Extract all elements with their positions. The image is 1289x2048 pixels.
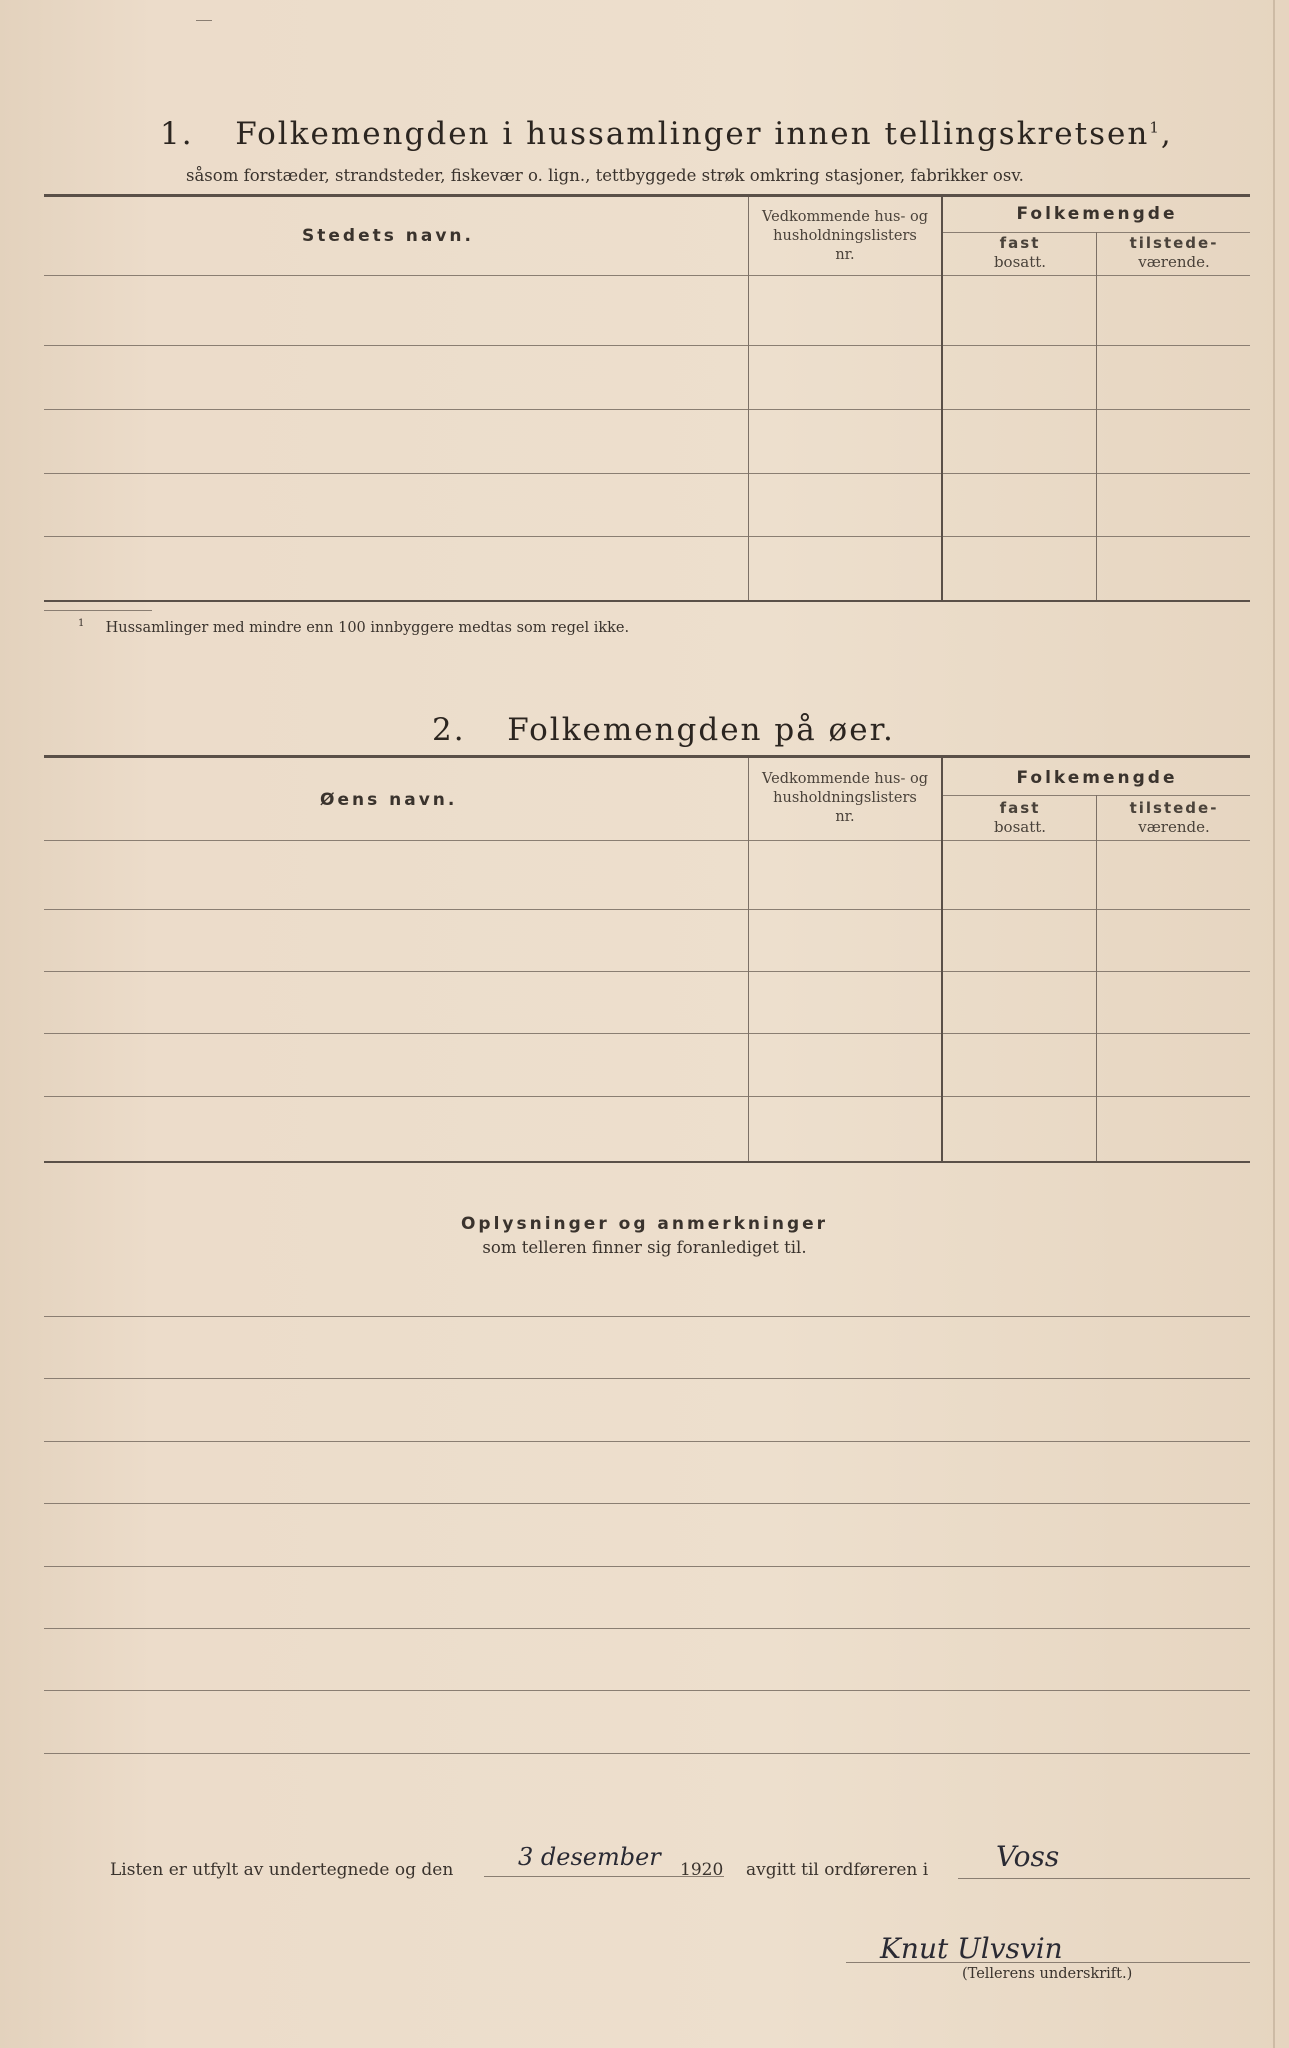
header-line: fast (999, 799, 1041, 817)
header-line: værende. (1138, 818, 1210, 836)
signature-year: 1920 (680, 1860, 724, 1880)
table2-col-fast-header (944, 799, 1096, 837)
table1-folk-header: Folkemengde (1016, 204, 1178, 224)
table1-row-rule (44, 409, 1250, 410)
header-line: husholdningslisters (773, 790, 917, 806)
table1-col-tilst-header (1098, 234, 1250, 272)
table2-col-divider (748, 758, 749, 1161)
table2-row-rule (44, 909, 1250, 910)
place-line (958, 1878, 1250, 1879)
remarks-line (44, 1690, 1250, 1691)
table2-col-divider (941, 758, 943, 1161)
header-line: værende. (1138, 253, 1210, 271)
section1-subtitle: såsom forstæder, strandsteder, fiskevær o. lign., tettbyggede strøk omkring stasjoner, fabrikker osv. (186, 166, 1024, 185)
table2-col-tilst-header (1098, 799, 1250, 837)
signature-handwritten: Knut Ulvsvin (880, 1932, 1063, 1965)
table2-col-list-header (752, 770, 938, 827)
remarks-line (44, 1441, 1250, 1442)
table2-row-rule (44, 1096, 1250, 1097)
table2-row-rule (44, 971, 1250, 972)
remarks-line (44, 1628, 1250, 1629)
header-line: Vedkommende hus- og (761, 209, 929, 225)
table1-col-name-header: Stedets navn. (302, 226, 474, 246)
corner-mark (196, 20, 212, 21)
signature-prefix: Listen er utfylt av undertegnede og den (110, 1860, 454, 1880)
place-handwritten: Voss (996, 1840, 1060, 1873)
header-line: tilstede- (1129, 799, 1219, 817)
signature-caption: (Tellerens underskrift.) (962, 1966, 1133, 1982)
table2-top-rule (44, 755, 1250, 758)
table1-top-rule (44, 194, 1250, 197)
table1-row-rule (44, 473, 1250, 474)
remarks-line (44, 1378, 1250, 1379)
remarks-line (44, 1316, 1250, 1317)
header-line: tilstede- (1129, 234, 1219, 252)
header-line: nr. (835, 247, 855, 263)
table1-row-rule (44, 345, 1250, 346)
section1-title-comma: , (1160, 116, 1173, 152)
table1-col-divider (748, 197, 749, 600)
table1-bottom-rule (44, 600, 1250, 602)
table1-col-fast-header (944, 234, 1096, 272)
table2-header-rule (44, 840, 1250, 841)
section2-number: 2. (432, 712, 466, 748)
section1-title (160, 116, 1173, 152)
table1-header-rule (44, 275, 1250, 276)
table1-row-rule (44, 536, 1250, 537)
table1-col-divider (941, 197, 943, 600)
header-line: nr. (835, 809, 855, 825)
remarks-line (44, 1503, 1250, 1504)
table2-bottom-rule (44, 1161, 1250, 1163)
date-handwritten: 3 desember (518, 1843, 661, 1871)
signature-mid: avgitt til ordføreren i (746, 1860, 929, 1880)
footnote-mark: 1 (78, 618, 85, 629)
table2-row-rule (44, 1033, 1250, 1034)
remarks-title: Oplysninger og anmerkninger (460, 1214, 829, 1234)
header-line: husholdningslisters (773, 228, 917, 244)
remarks-line (44, 1753, 1250, 1754)
section1-number: 1. (160, 116, 194, 152)
section2-title (432, 712, 895, 748)
header-line: fast (999, 234, 1041, 252)
table2-col-name-header: Øens navn. (320, 790, 458, 810)
header-line: bosatt. (993, 253, 1047, 271)
remarks-line (44, 1566, 1250, 1567)
remarks-subtitle: som telleren finner sig foranlediget til. (482, 1238, 807, 1257)
table2-col-divider (1096, 795, 1097, 1161)
section1-title-text: Folkemengden i hussamlinger innen tellingskretsen (235, 116, 1150, 152)
header-line: Vedkommende hus- og (761, 771, 929, 787)
footnote (78, 618, 629, 636)
table1-col-divider (1096, 232, 1097, 600)
section2-title-text: Folkemengden på øer. (507, 712, 895, 748)
table2-folk-header: Folkemengde (1016, 768, 1178, 788)
header-line: bosatt. (993, 818, 1047, 836)
footnote-text: Hussamlinger med mindre enn 100 innbyggere medtas som regel ikke. (105, 619, 630, 636)
section1-footnote-ref: 1 (1149, 118, 1161, 137)
table1-col-list-header (752, 208, 938, 265)
footnote-rule (44, 610, 152, 611)
